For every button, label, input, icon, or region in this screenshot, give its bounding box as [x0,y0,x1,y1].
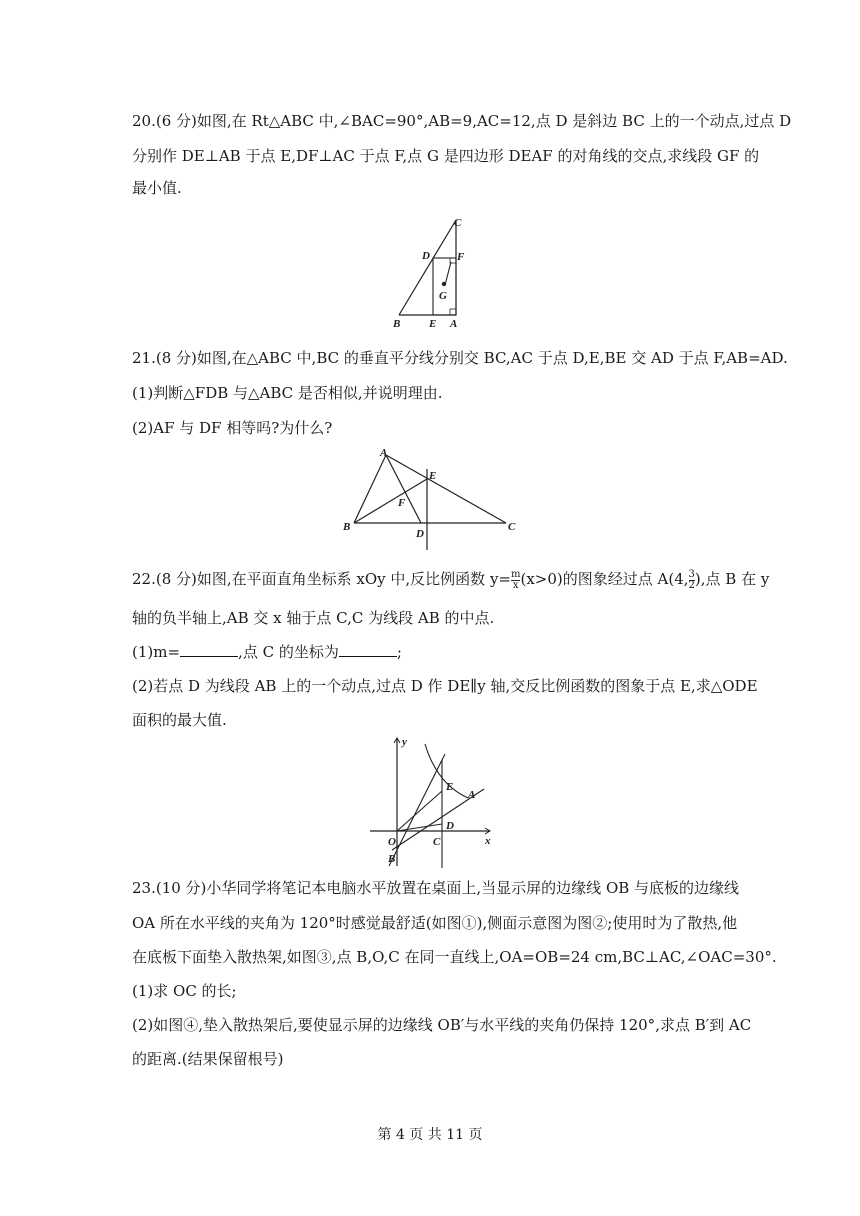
p20-line-3: 最小值. [132,179,182,197]
p22-line-1c: ),点 B 在 y [694,570,770,588]
label-e: E [446,781,454,793]
p22-line-4: (2)若点 D 为线段 AB 上的一个动点,过点 D 作 DE∥y 轴,交反比例函数的图象于点 E,求△ODE [132,677,758,695]
answer-blank-m[interactable] [180,642,238,657]
p20-line-1: 20.(6 分)如图,在 Rt△ABC 中,∠BAC=90°,AB=9,AC=12,点 D 是斜边 BC 上的一个动点,过点 D [132,112,792,130]
label-c: C [433,836,441,848]
answer-blank-c[interactable] [339,642,397,657]
p23-line-5: (2)如图④,垫入散热架后,要使显示屏的边缘线 OB′与水平线的夹角仍保持 120°,求点 B′到 AC [132,1016,752,1034]
p22-line-1a: 22.(8 分)如图,在平面直角坐标系 xOy 中,反比例函数 y= [132,570,511,588]
label-d: D [416,528,424,540]
frac-num: 3 [688,568,695,580]
p20-line-2: 分别作 DE⊥AB 于点 E,DF⊥AC 于点 F,点 G 是四边形 DEAF 的对角线的交点,求线段 GF 的 [132,147,760,165]
frac-den: x [512,579,519,591]
frac-den: 2 [688,579,695,591]
label-c: C [454,217,462,229]
p23-line-6: 的距离.(结果保留根号) [132,1050,284,1068]
p22-line-3b: ,点 C 的坐标为 [238,643,339,661]
p20-figure [385,212,475,334]
label-d: D [422,250,430,262]
p21-line-3: (2)AF 与 DF 相等吗?为什么? [132,419,333,437]
p22-line-3a: (1)m= [132,643,181,661]
label-e: E [429,470,437,482]
label-g: G [439,290,447,302]
page-footer: 第 4 页 共 11 页 [377,1127,483,1143]
label-a: A [450,318,458,330]
label-o: O [388,836,396,848]
p21-line-1: 21.(8 分)如图,在△ABC 中,BC 的垂直平分线分别交 BC,AC 于点 D,E,BE 交 AD 于点 F,AB=AD. [132,349,788,367]
p21-figure [338,442,523,554]
p23-line-1: 23.(10 分)小华同学将笔记本电脑水平放置在桌面上,当显示屏的边缘线 OB 与底板的边缘线 [132,879,740,897]
p22-line-5: 面积的最大值. [132,711,227,729]
frac-num: m [511,568,521,580]
label-b: B [343,521,351,533]
label-b: B [393,318,401,330]
label-c: C [508,521,516,533]
p23-line-3: 在底板下面垫入散热架,如图③,点 B,O,C 在同一直线上,OA=OB=24 cm,BC⊥AC,∠OAC=30°. [132,948,777,966]
p22-line-3 [132,642,402,662]
label-x: x [485,835,491,847]
label-d: D [446,820,454,832]
label-b: B [388,853,396,865]
p22-line-3c: ; [396,643,402,661]
label-f: F [457,251,465,263]
label-y: y [402,736,407,748]
label-a: A [468,789,476,801]
p23-line-4: (1)求 OC 的长; [132,982,237,1000]
p22-line-1b: (x>0)的图象经过点 A(4, [520,570,689,588]
p21-line-2: (1)判断△FDB 与△ABC 是否相似,并说明理由. [132,384,443,402]
p22-figure [362,732,502,872]
p22-line-1 [132,569,769,591]
label-f: F [398,497,406,509]
label-a: A [380,447,388,459]
p23-line-2: OA 所在水平线的夹角为 120°时感觉最舒适(如图①),侧面示意图为图②;使用时为了散热,他 [132,914,738,932]
p22-line-2: 轴的负半轴上,AB 交 x 轴于点 C,C 为线段 AB 的中点. [132,609,495,627]
label-e: E [429,318,437,330]
